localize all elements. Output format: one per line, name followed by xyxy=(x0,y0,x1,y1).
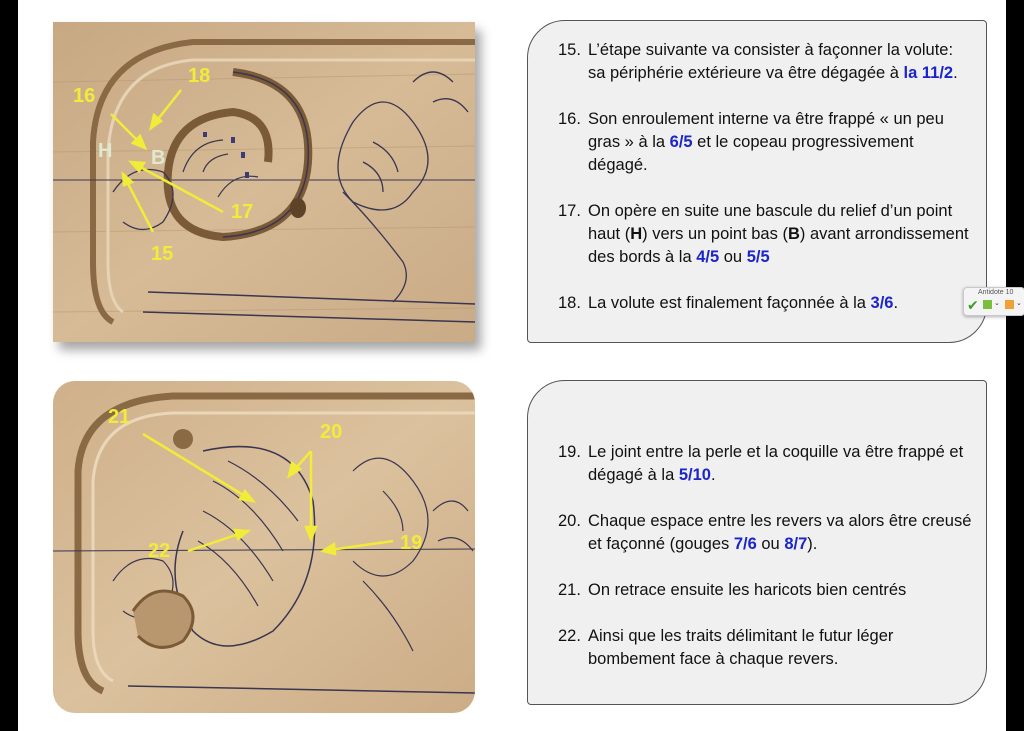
step-text: L’étape suivante va consister à façonner la volute: sa périphérie extérieure va être dégagée à xyxy=(588,41,954,82)
step-text: ) vers un point bas ( xyxy=(642,225,788,243)
step-number: 21. xyxy=(558,581,581,599)
label-16: 16 xyxy=(73,85,96,107)
gouge-reference: la 11/2 xyxy=(903,64,954,82)
step-text: . xyxy=(953,64,958,82)
step-number: 16. xyxy=(558,110,581,128)
step-number: 22. xyxy=(558,627,581,645)
step-text: Chaque espace entre les revers va alors être creusé et façonné (gouges xyxy=(588,512,972,553)
step-item xyxy=(558,200,972,269)
step-text: La volute est finalement façonnée à la xyxy=(588,294,871,312)
step-item xyxy=(558,625,972,671)
label-17: 17 xyxy=(231,201,254,223)
check-icon[interactable]: ✔ xyxy=(967,297,979,313)
step-number: 15. xyxy=(558,41,581,59)
steps-list-1 xyxy=(558,39,972,338)
step-number: 17. xyxy=(558,202,581,220)
gouge-reference: 4/5 xyxy=(696,248,720,266)
step-item xyxy=(558,108,972,177)
step-text: Le joint entre la perle et la coquille va être frappé et dégagé à la xyxy=(588,443,964,484)
step-number: 19. xyxy=(558,443,581,461)
gouge-reference: 8/7 xyxy=(784,535,808,553)
label-21: 21 xyxy=(108,406,131,428)
gouge-reference: 5/5 xyxy=(746,248,770,266)
orange-square-icon[interactable] xyxy=(1005,300,1014,309)
chevron-down-icon[interactable]: ⌄ xyxy=(994,300,1000,307)
point-marker: H xyxy=(630,225,643,243)
step-item xyxy=(558,292,972,315)
label-22: 22 xyxy=(148,540,171,562)
step-text: et le copeau progressivement dégagé. xyxy=(588,133,914,174)
antidote-label: Antidote 10 xyxy=(978,289,1014,296)
label-18: 18 xyxy=(188,65,211,87)
step-item xyxy=(558,579,972,602)
steps-list-2 xyxy=(558,441,972,694)
step-number: 18. xyxy=(558,294,581,312)
gouge-reference: 5/10 xyxy=(678,466,711,484)
step-text: On opère en suite une bascule du relief d’un point haut ( xyxy=(588,202,953,243)
label-20: 20 xyxy=(320,421,343,443)
label-H: H xyxy=(98,140,113,162)
carving-photo-volute xyxy=(53,22,475,342)
step-text: ) avant arrondissement des bords à la xyxy=(588,225,969,266)
instructions-box-2 xyxy=(527,380,987,705)
step-item xyxy=(558,39,972,85)
chevron-down-icon[interactable]: ⌄ xyxy=(1016,300,1022,307)
carving-photo-shell xyxy=(53,381,475,713)
step-text: ). xyxy=(807,535,818,553)
step-text: ou xyxy=(756,535,785,553)
label-19: 19 xyxy=(400,532,423,554)
step-number: 20. xyxy=(558,512,581,530)
label-B: B xyxy=(151,147,166,169)
step-text: On retrace ensuite les haricots bien centrés xyxy=(588,581,907,599)
step-text: ou xyxy=(719,248,747,266)
step-text: Ainsi que les traits délimitant le futur léger bombement face à chaque revers. xyxy=(588,627,894,668)
gouge-reference: 3/6 xyxy=(870,294,894,312)
gouge-reference: 7/6 xyxy=(733,535,757,553)
point-marker: B xyxy=(787,225,800,243)
green-square-icon[interactable] xyxy=(983,300,992,309)
step-text: . xyxy=(710,466,716,484)
step-text: . xyxy=(893,294,899,312)
step-item xyxy=(558,510,972,556)
step-item xyxy=(558,441,972,487)
instructions-box-1 xyxy=(527,20,987,343)
step-text: Son enroulement interne va être frappé « un peu gras » à la xyxy=(588,110,944,151)
antidote-widget[interactable] xyxy=(963,287,1024,316)
label-15: 15 xyxy=(151,243,174,265)
gouge-reference: 6/5 xyxy=(669,133,693,151)
